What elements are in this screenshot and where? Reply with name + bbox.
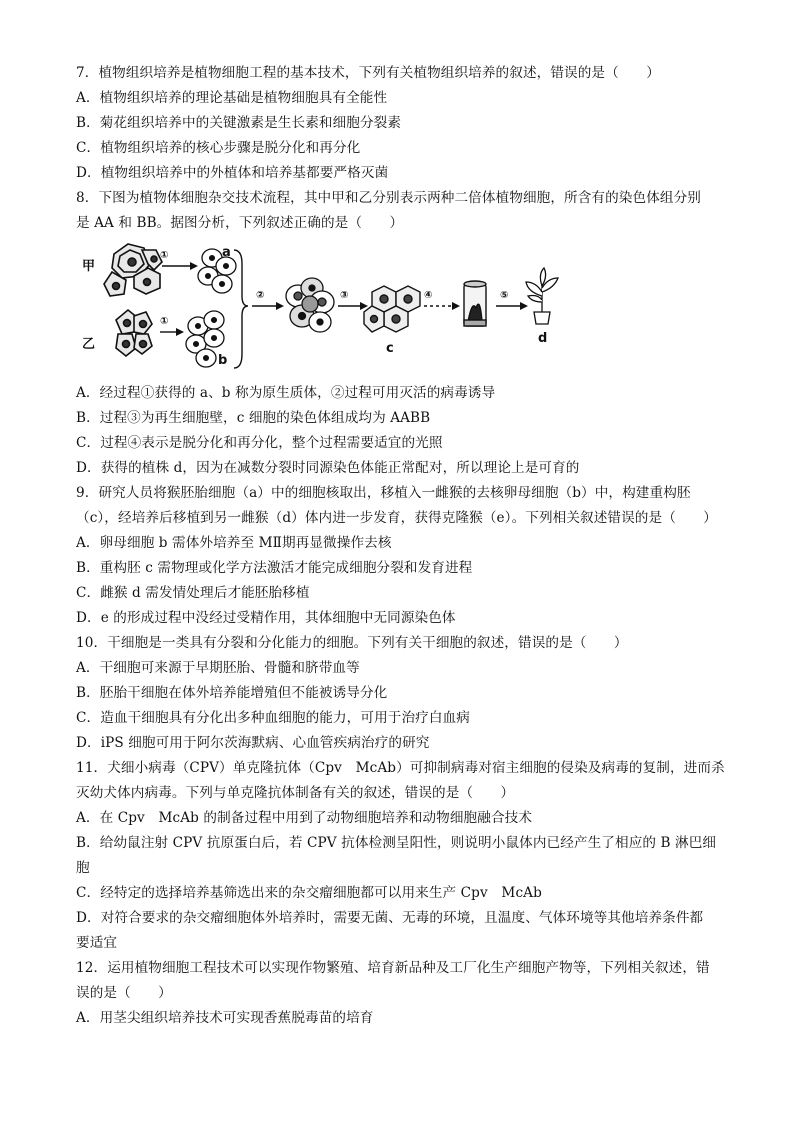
q8-option-c: C．过程④表示是脱分化和再分化，整个过程需要适宜的光照 — [76, 435, 443, 451]
step5-label: ⑤ — [500, 290, 509, 301]
q9-stem-line2: （c），经培养后移植到另一雌猴（d）体内进一步发育，获得克隆猴（e）。下列相关叙述错误的是（ ） — [76, 510, 717, 526]
plant-cell-cluster-jia — [104, 244, 162, 296]
hybrid-plant-icon — [526, 268, 558, 324]
q8-stem-line1: 8．下图为植物体细胞杂交技术流程，其中甲和乙分别表示两种二倍体植物细胞，所含有的染色体组分别 — [76, 190, 701, 206]
q11-option-b-line2: 胞 — [76, 860, 90, 876]
q7-option-d: D．植物组织培养中的外植体和培养基都要严格灭菌 — [76, 165, 389, 181]
arrowhead-step1-bottom — [176, 328, 184, 336]
q9-option-c: C．雌猴 d 需发情处理后才能胚胎移植 — [76, 585, 310, 601]
fused-protoplast-cluster — [286, 278, 334, 332]
q7-option-a: A．植物组织培养的理论基础是植物细胞具有全能性 — [76, 90, 388, 106]
culture-bottle-icon — [464, 281, 486, 326]
q7-option-c: C．植物组织培养的核心步骤是脱分化和再分化 — [76, 140, 361, 156]
arrowhead-step1-top — [190, 262, 198, 270]
q7-option-b: B．菊花组织培养中的关键激素是生长素和细胞分裂素 — [76, 115, 402, 131]
q8-option-a: A．经过程①获得的 a、b 称为原生质体，②过程可用灭活的病毒诱导 — [76, 385, 496, 401]
q8-stem-line2: 是 AA 和 BB。据图分析，下列叙述正确的是（ ） — [76, 215, 404, 231]
label-jia: 甲 — [82, 259, 96, 274]
arrowhead-step5 — [520, 302, 528, 310]
step1-label-top: ① — [160, 250, 169, 261]
q11-option-d-line2: 要适宜 — [76, 935, 118, 951]
cell-fusion-diagram — [76, 236, 566, 378]
step1-label-bottom: ① — [160, 316, 169, 327]
q11-stem-line1: 11．犬细小病毒（CPV）单克隆抗体（Cpv McAb）可抑制病毒对宿主细胞的侵染及病毒的复制，进而杀 — [76, 760, 725, 776]
cell-fusion-diagram-svg — [76, 236, 566, 378]
arrowhead-step3 — [360, 302, 368, 310]
q9-option-b: B．重构胚 c 需物理或化学方法激活才能完成细胞分裂和发育进程 — [76, 560, 473, 576]
label-a: a — [222, 245, 231, 260]
q12-stem-line2: 误的是（ ） — [76, 985, 172, 1001]
q10-option-a: A．干细胞可来源于早期胚胎、骨髓和脐带血等 — [76, 660, 360, 676]
q11-stem-line2: 灭幼犬体内病毒。下列与单克隆抗体制备有关的叙述，错误的是（ ） — [76, 785, 515, 801]
step4-label: ④ — [424, 290, 433, 301]
q12-option-a: A．用茎尖组织培养技术可实现香蕉脱毒苗的培育 — [76, 1010, 374, 1026]
label-b: b — [218, 353, 228, 368]
arrowhead-step4 — [452, 302, 460, 310]
q12-stem-line1: 12．运用植物细胞工程技术可以实现作物繁殖、培育新品种及工厂化生产细胞产物等，下列相关叙述，错 — [76, 960, 710, 976]
q8-option-d: D．获得的植株 d，因为在减数分裂时同源染色体能正常配对，所以理论上是可育的 — [76, 460, 580, 476]
arrowhead-step2 — [276, 302, 284, 310]
step2-label: ② — [256, 290, 265, 301]
q10-option-d: D．iPS 细胞可用于阿尔茨海默病、心血管疾病治疗的研究 — [76, 735, 430, 751]
plant-cell-cluster-yi — [116, 310, 152, 356]
q11-option-d-line1: D．对符合要求的杂交瘤细胞体外培养时，需要无菌、无毒的环境，且温度、气体环境等其他培养条件都 — [76, 910, 704, 926]
q8-option-b: B．过程③为再生细胞壁，c 细胞的染色体组成均为 AABB — [76, 410, 431, 426]
q10-stem: 10．干细胞是一类具有分裂和分化能力的细胞。下列有关干细胞的叙述，错误的是（ ） — [76, 635, 628, 651]
label-d: d — [538, 331, 548, 346]
hybrid-cell-cluster-c — [364, 286, 420, 332]
q9-option-d: D．e 的形成过程中没经过受精作用，其体细胞中无同源染色体 — [76, 610, 456, 626]
q9-option-a: A．卵母细胞 b 需体外培养至 MⅡ期再显微操作去核 — [76, 535, 392, 551]
q11-option-a: A．在 Cpv McAb 的制备过程中用到了动物细胞培养和动物细胞融合技术 — [76, 810, 533, 826]
step3-label: ③ — [340, 290, 349, 301]
q10-option-c: C．造血干细胞具有分化出多种血细胞的能力，可用于治疗白血病 — [76, 710, 470, 726]
label-c: c — [386, 341, 394, 356]
q11-option-c: C．经特定的选择培养基筛选出来的杂交瘤细胞都可以用来生产 Cpv McAb — [76, 885, 542, 901]
q11-option-b-line1: B．给幼鼠注射 CPV 抗原蛋白后，若 CPV 抗体检测呈阳性，则说明小鼠体内已经产生了相应的 B 淋巴细 — [76, 835, 717, 851]
q10-option-b: B．胚胎干细胞在体外培养能增殖但不能被诱导分化 — [76, 685, 388, 701]
label-yi: 乙 — [82, 337, 96, 352]
q9-stem-line1: 9．研究人员将猴胚胎细胞（a）中的细胞核取出，移植入一雌猴的去核卵母细胞（b）中，构建重构胚 — [76, 485, 691, 501]
q7-stem: 7．植物组织培养是植物细胞工程的基本技术，下列有关植物组织培养的叙述，错误的是（ ） — [76, 65, 660, 81]
